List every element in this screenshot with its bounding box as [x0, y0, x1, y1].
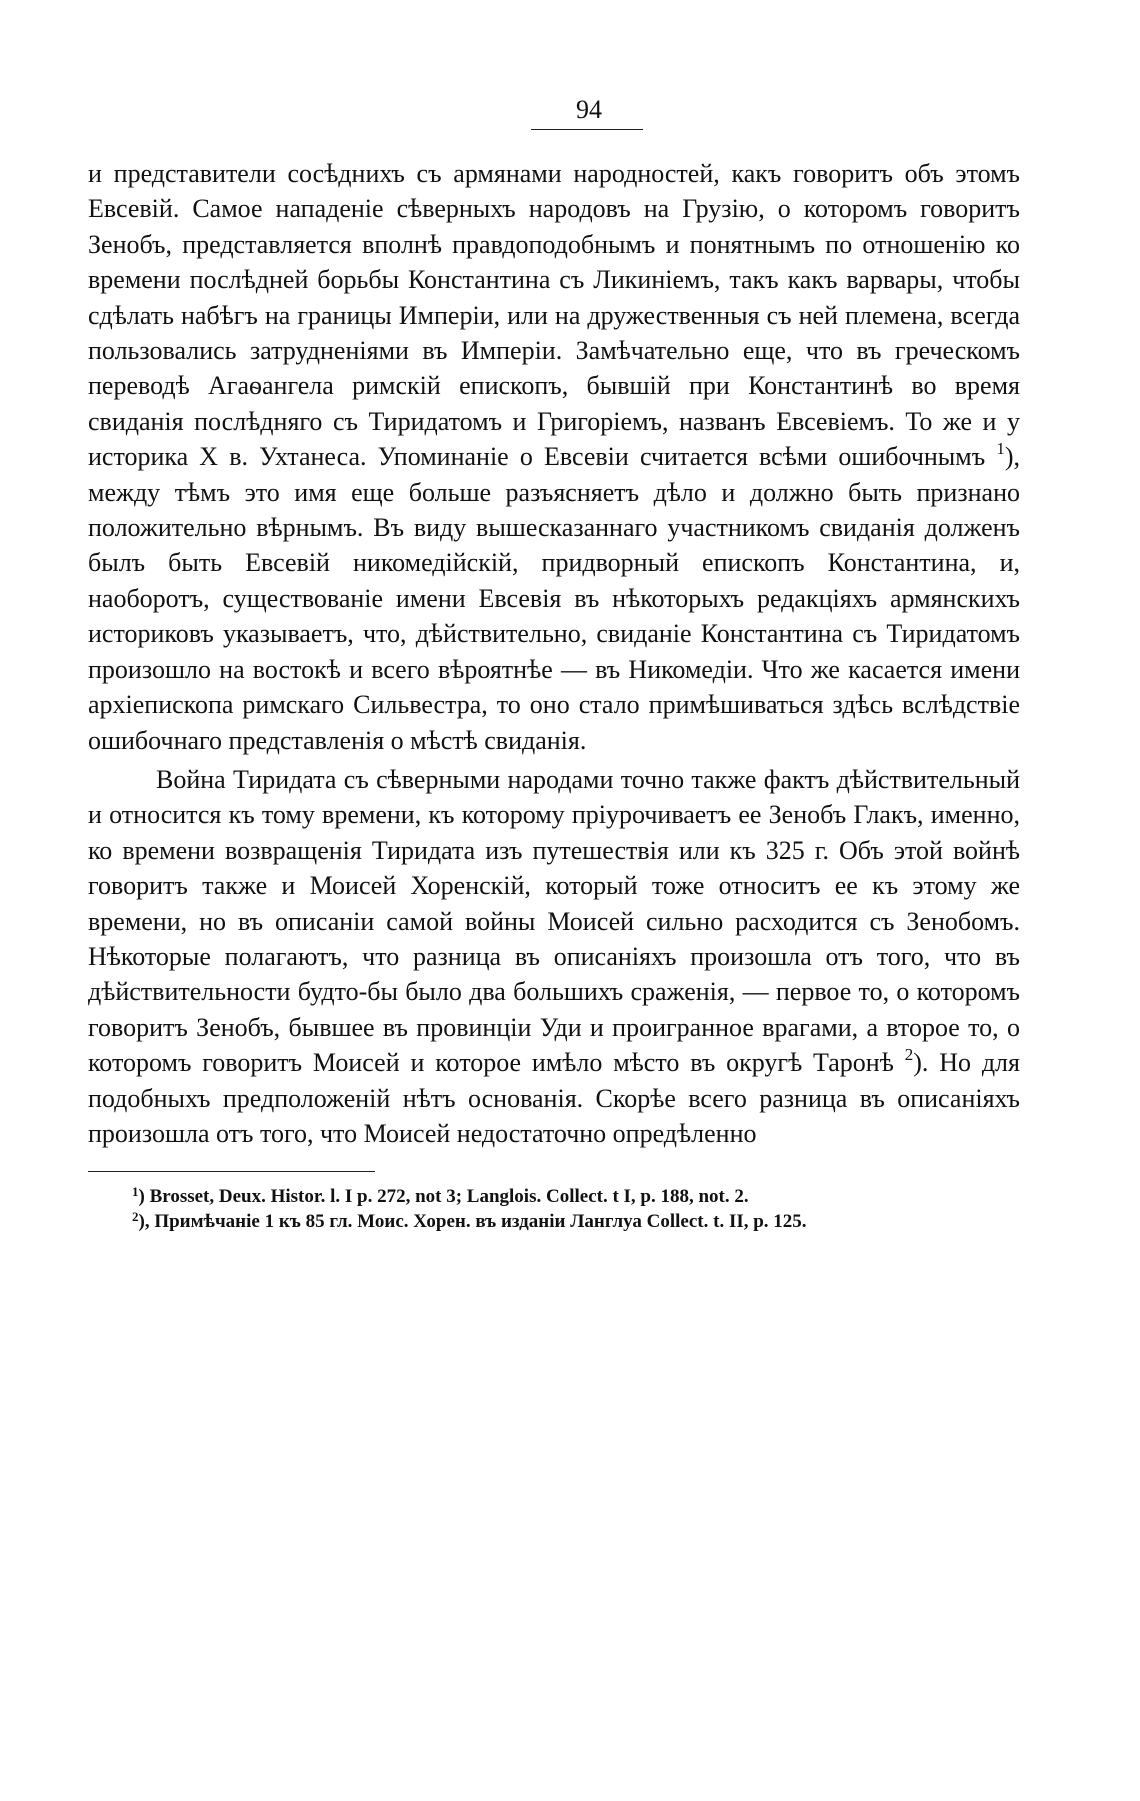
book-page: [88, 95, 1020, 1234]
footnote-reference: 1: [996, 439, 1005, 459]
footnote-reference: 2: [904, 1045, 914, 1065]
footnote: [88, 1184, 1020, 1209]
paragraph-text: Война Тиридата съ сѣверными народами точно также фактъ дѣйствительный и относится къ тому времени, къ которому пріурочиваетъ ее Зенобъ Глакъ, именно, ко времени возвращенія Тиридата изъ путешествія или къ 325 г. Объ этой войнѣ говоритъ также и Моисей Хоренскій, который тоже относитъ ее къ этому же времени, но въ описаніи самой войны Моисей сильно расходится съ Зенобомъ. Нѣкоторые полагаютъ, что разница въ описаніяхъ произошла отъ того, что въ дѣйствительности будто-бы было два большихъ сраженія, — первое то, о которомъ говоритъ Зенобъ, бывшее въ провинціи Уди и проигранное врагами, а второе то, о которомъ говоритъ Моисей и которое имѣло мѣсто въ округѣ Таронѣ: [88, 764, 1020, 1078]
page-number-rule: [531, 129, 643, 130]
footnote-marker: 2: [132, 1209, 139, 1225]
page-number: 94: [576, 95, 602, 124]
footnotes: [88, 1184, 1020, 1234]
paragraph-text: ). Но для подобныхъ предположеній нѣтъ основанія. Скорѣе всего разница въ описаніяхъ произошла отъ того, что Моисей недостаточно опредѣленно: [88, 1048, 1020, 1148]
body-text: [88, 156, 1020, 1151]
paragraph-text: ), между тѣмъ это имя еще больше разъясняетъ дѣло и должно быть признано положительно вѣрнымъ. Въ виду вышесказаннаго участникомъ свиданія долженъ былъ быть Евсевій никомедійскій, придворный епископъ Константина, и, наоборотъ, существованіе имени Евсевія въ нѣкоторыхъ редакціяхъ армянскихъ историковъ указываетъ, что, дѣйствительно, свиданіе Константина съ Тиридатомъ произошло на востокѣ и всего вѣроятнѣе — въ Никомедіи. Что же касается имени архіепископа римскаго Сильвестра, то оно стало примѣшиваться здѣсь вслѣдствіе ошибочнаго представленія о мѣстѣ свиданія.: [88, 442, 1020, 755]
footnote: [88, 1209, 1020, 1234]
footnote-text: ) Brosset, Deux. Histor. l. I p. 272, not 3; Langlois. Collect. t I, p. 188, not. 2.: [138, 1186, 749, 1208]
paragraph: [88, 762, 1020, 1151]
paragraph-text: и представители сосѣднихъ съ армянами народностей, какъ говоритъ объ этомъ Евсевій. Самое нападеніе сѣверныхъ народовъ на Грузію, о которомъ говоритъ Зенобъ, представляется вполнѣ правдоподобнымъ и понятнымъ по отношенію ко времени послѣдней борьбы Константина съ Ликиніемъ, такъ какъ варвары, чтобы сдѣлать набѣгъ на границы Имперіи, или на дружественныя съ ней племена, всегда пользовались затрудненіями въ Имперіи. Замѣчательно еще, что въ греческомъ переводѣ Агаѳангела римскій епископъ, бывшій при Константинѣ во время свиданія послѣдняго съ Тиридатомъ и Григоріемъ, названъ Евсевіемъ. То же и у историка X в. Ухтанеса. Упоминаніе о Евсевіи считается всѣми ошибочнымъ: [88, 159, 1020, 472]
footnote-text: ), Примѣчаніе 1 къ 85 гл. Моис. Хорен. въ изданіи Ланглуа Collect. t. II, p. 125.: [138, 1211, 807, 1233]
paragraph: [88, 156, 1020, 758]
footnote-divider: [88, 1171, 375, 1172]
footnote-marker: 1: [132, 1184, 139, 1200]
